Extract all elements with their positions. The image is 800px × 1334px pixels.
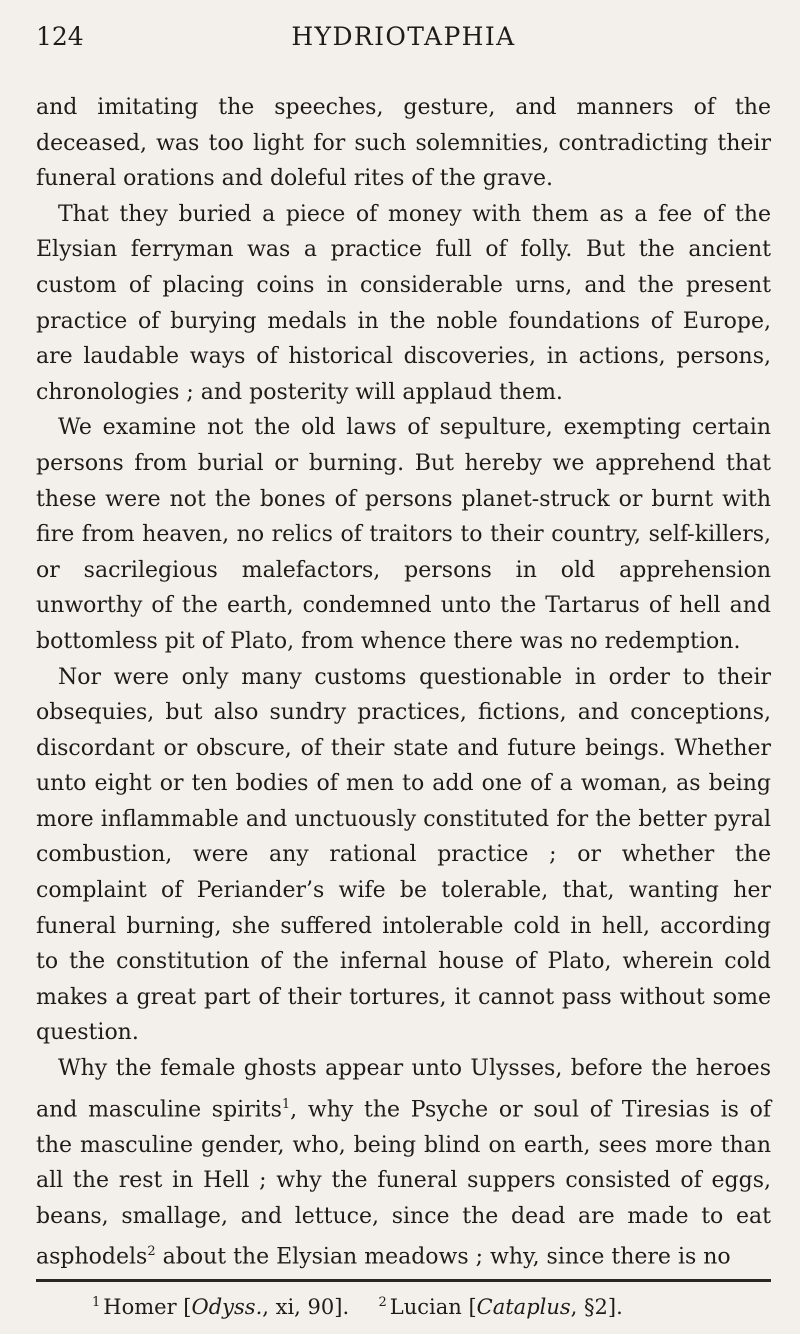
footnote-divider <box>36 1279 771 1282</box>
body-text <box>36 90 771 1275</box>
book-page <box>36 18 771 1322</box>
footnote-marker: 2 <box>378 1295 387 1311</box>
footnote-reference: 2 <box>147 1244 156 1260</box>
footnote-text: , xi, 90]. <box>262 1295 350 1320</box>
footnote <box>92 1295 356 1319</box>
footnotes <box>36 1288 771 1322</box>
paragraph <box>36 1051 771 1275</box>
footnote-text: Homer [ <box>103 1295 192 1320</box>
footnote-text: Lucian [ <box>389 1295 477 1320</box>
page-header <box>36 18 771 62</box>
paragraph-text: , why the Psyche or soul of Tiresias is of the masculine gender, who, being blind on earth, sees more than all the rest in Hell ; why the funeral suppers consisted of eggs, beans, smallage, and lettuce, since the dead are made to eat asphodels <box>36 1096 771 1270</box>
paragraph: Nor were only many customs questionable in order to their obsequies, but also sundry practices, fictions, and conceptions, discordant or obscure, of their state and future beings. Whether unto eight or ten bodies of men to add one of a woman, as being more inflammable and unctuously constituted for the better pyral combustion, were any rational practice ; or whether the complaint of Periander’s wife be tolerable, that, wanting her funeral burning, she suffered intolerable cold in hell, according to the constitution of the infernal house of Plato, wherein cold makes a great part of their tortures, it cannot pass without some question. <box>36 664 771 1046</box>
footnote-title: Odyss. <box>191 1295 263 1320</box>
paragraph-text: about the Elysian meadows ; why, since there is no <box>155 1244 731 1270</box>
footnote-marker: 1 <box>92 1295 101 1311</box>
paragraph: We examine not the old laws of sepulture, exempting certain persons from burial or burning. But hereby we apprehend that these were not the bones of persons planet-struck or burnt with fire from heaven, no relics of traitors to their country, self-killers, or sacrilegious malefactors, persons in old apprehension unworthy of the earth, condemned unto the Tartarus of hell and bottomless pit of Plato, from whence there was no redemption. <box>36 415 771 654</box>
paragraph-text: Why the female ghosts appear unto Ulysses, before the heroes and masculine spirits <box>36 1056 771 1122</box>
footnote-reference: 1 <box>281 1096 291 1112</box>
footnote-text: , §2]. <box>570 1295 623 1320</box>
running-head: HYDRIOTAPHIA <box>291 22 516 51</box>
paragraph: That they buried a piece of money with them as a fee of the Elysian ferryman was a practice full of folly. But the ancient custom of placing coins in considerable urns, and the present practice of burying medals in the noble foundations of Europe, are laudable ways of historical discoveries, in actions, persons, chronologies ; and posterity will applaud them. <box>36 201 771 405</box>
footnote-title: Cataplus <box>476 1295 571 1320</box>
page-number: 124 <box>36 22 84 51</box>
footnote <box>379 1295 623 1319</box>
paragraph: and imitating the speeches, gesture, and manners of the deceased, was too light for such solemnities, contradicting their funeral orations and doleful rites of the grave. <box>36 95 771 192</box>
